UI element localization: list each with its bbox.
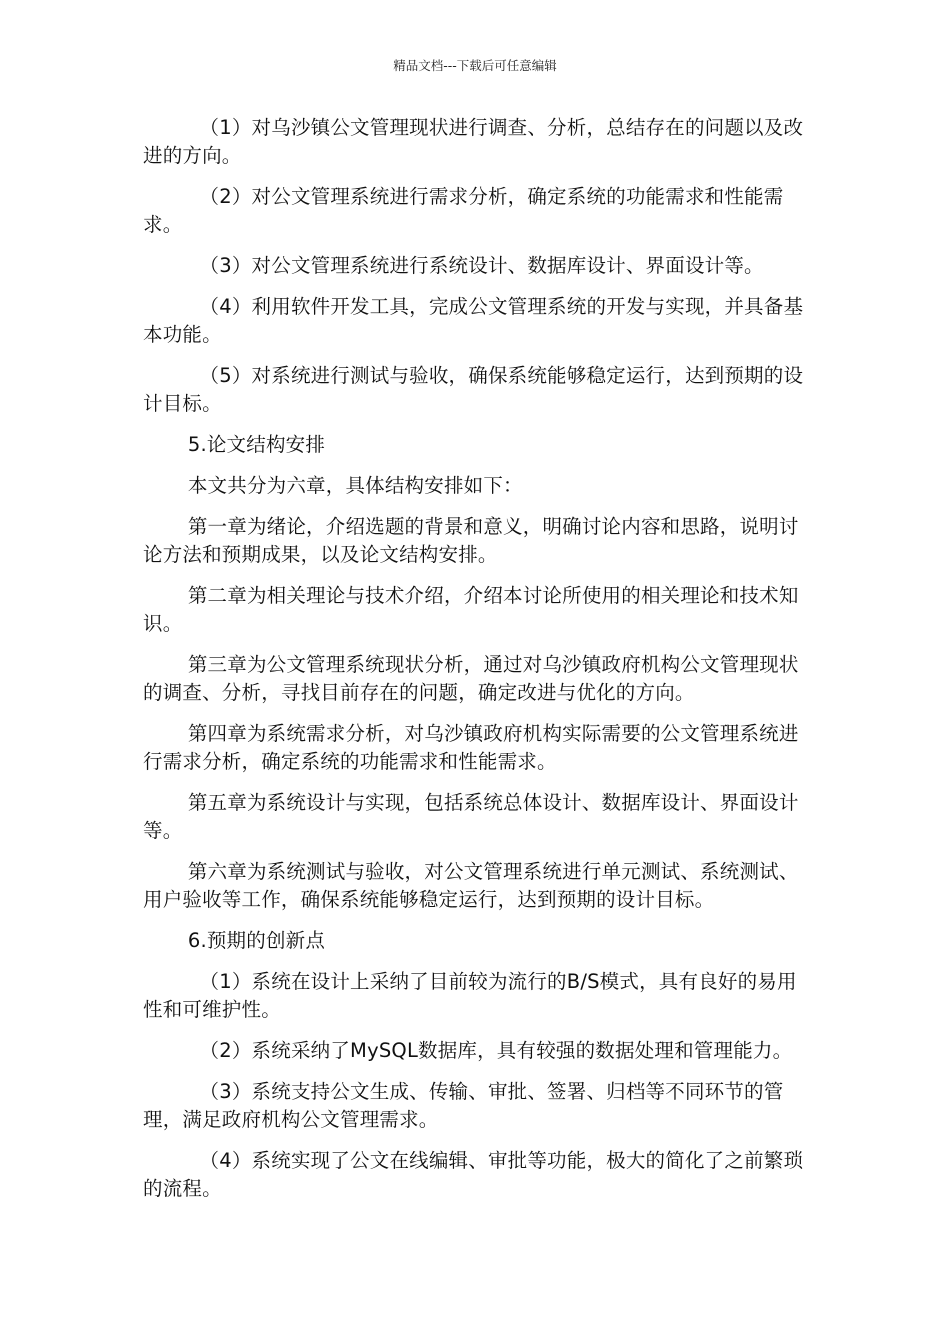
chapter-4-paragraph: 第四章为系统需求分析，对乌沙镇政府机构实际需要的公文管理系统进行需求分析，确定系统的功能需求和性能需求。 bbox=[143, 722, 799, 773]
innovation-item-2: （2）系统采纳了MySQL数据库，具有较强的数据处理和管理能力。 bbox=[199, 1039, 793, 1062]
section-heading-structure: 5.论文结构安排 bbox=[187, 433, 326, 456]
section-heading-innovation: 6.预期的创新点 bbox=[187, 929, 326, 952]
objective-item-4: （4）利用软件开发工具，完成公文管理系统的开发与实现，并具备基本功能。 bbox=[143, 295, 804, 346]
objective-item-3: （3）对公文管理系统进行系统设计、数据库设计、界面设计等。 bbox=[199, 254, 764, 277]
chapter-2-paragraph: 第二章为相关理论与技术介绍，介绍本讨论所使用的相关理论和技术知识。 bbox=[143, 584, 799, 635]
chapter-5-paragraph: 第五章为系统设计与实现，包括系统总体设计、数据库设计、界面设计等。 bbox=[143, 791, 799, 842]
objective-item-2: （2）对公文管理系统进行需求分析，确定系统的功能需求和性能需求。 bbox=[143, 185, 784, 236]
chapter-3-paragraph: 第三章为公文管理系统现状分析，通过对乌沙镇政府机构公文管理现状的调查、分析，寻找目前存在的问题，确定改进与优化的方向。 bbox=[143, 653, 799, 704]
objective-item-1: （1）对乌沙镇公文管理现状进行调查、分析，总结存在的问题以及改进的方向。 bbox=[143, 116, 804, 167]
innovation-item-1: （1）系统在设计上采纳了目前较为流行的B/S模式，具有良好的易用性和可维护性。 bbox=[143, 970, 797, 1021]
chapter-6-paragraph: 第六章为系统测试与验收，对公文管理系统进行单元测试、系统测试、用户验收等工作，确保系统能够稳定运行，达到预期的设计目标。 bbox=[143, 860, 799, 911]
objective-item-5: （5）对系统进行测试与验收，确保系统能够稳定运行，达到预期的设计目标。 bbox=[143, 364, 804, 415]
chapter-1-paragraph: 第一章为绪论，介绍选题的背景和意义，明确讨论内容和思路，说明讨论方法和预期成果，以及论文结构安排。 bbox=[143, 515, 799, 566]
document-body bbox=[143, 114, 807, 1216]
structure-intro: 本文共分为六章，具体结构安排如下： bbox=[187, 474, 523, 497]
page-header: 精品文档---下载后可任意编辑 bbox=[393, 58, 557, 73]
innovation-item-3: （3）系统支持公文生成、传输、审批、签署、归档等不同环节的管理，满足政府机构公文管理需求。 bbox=[143, 1080, 784, 1131]
innovation-item-4: （4）系统实现了公文在线编辑、审批等功能，极大的简化了之前繁琐的流程。 bbox=[143, 1149, 804, 1200]
